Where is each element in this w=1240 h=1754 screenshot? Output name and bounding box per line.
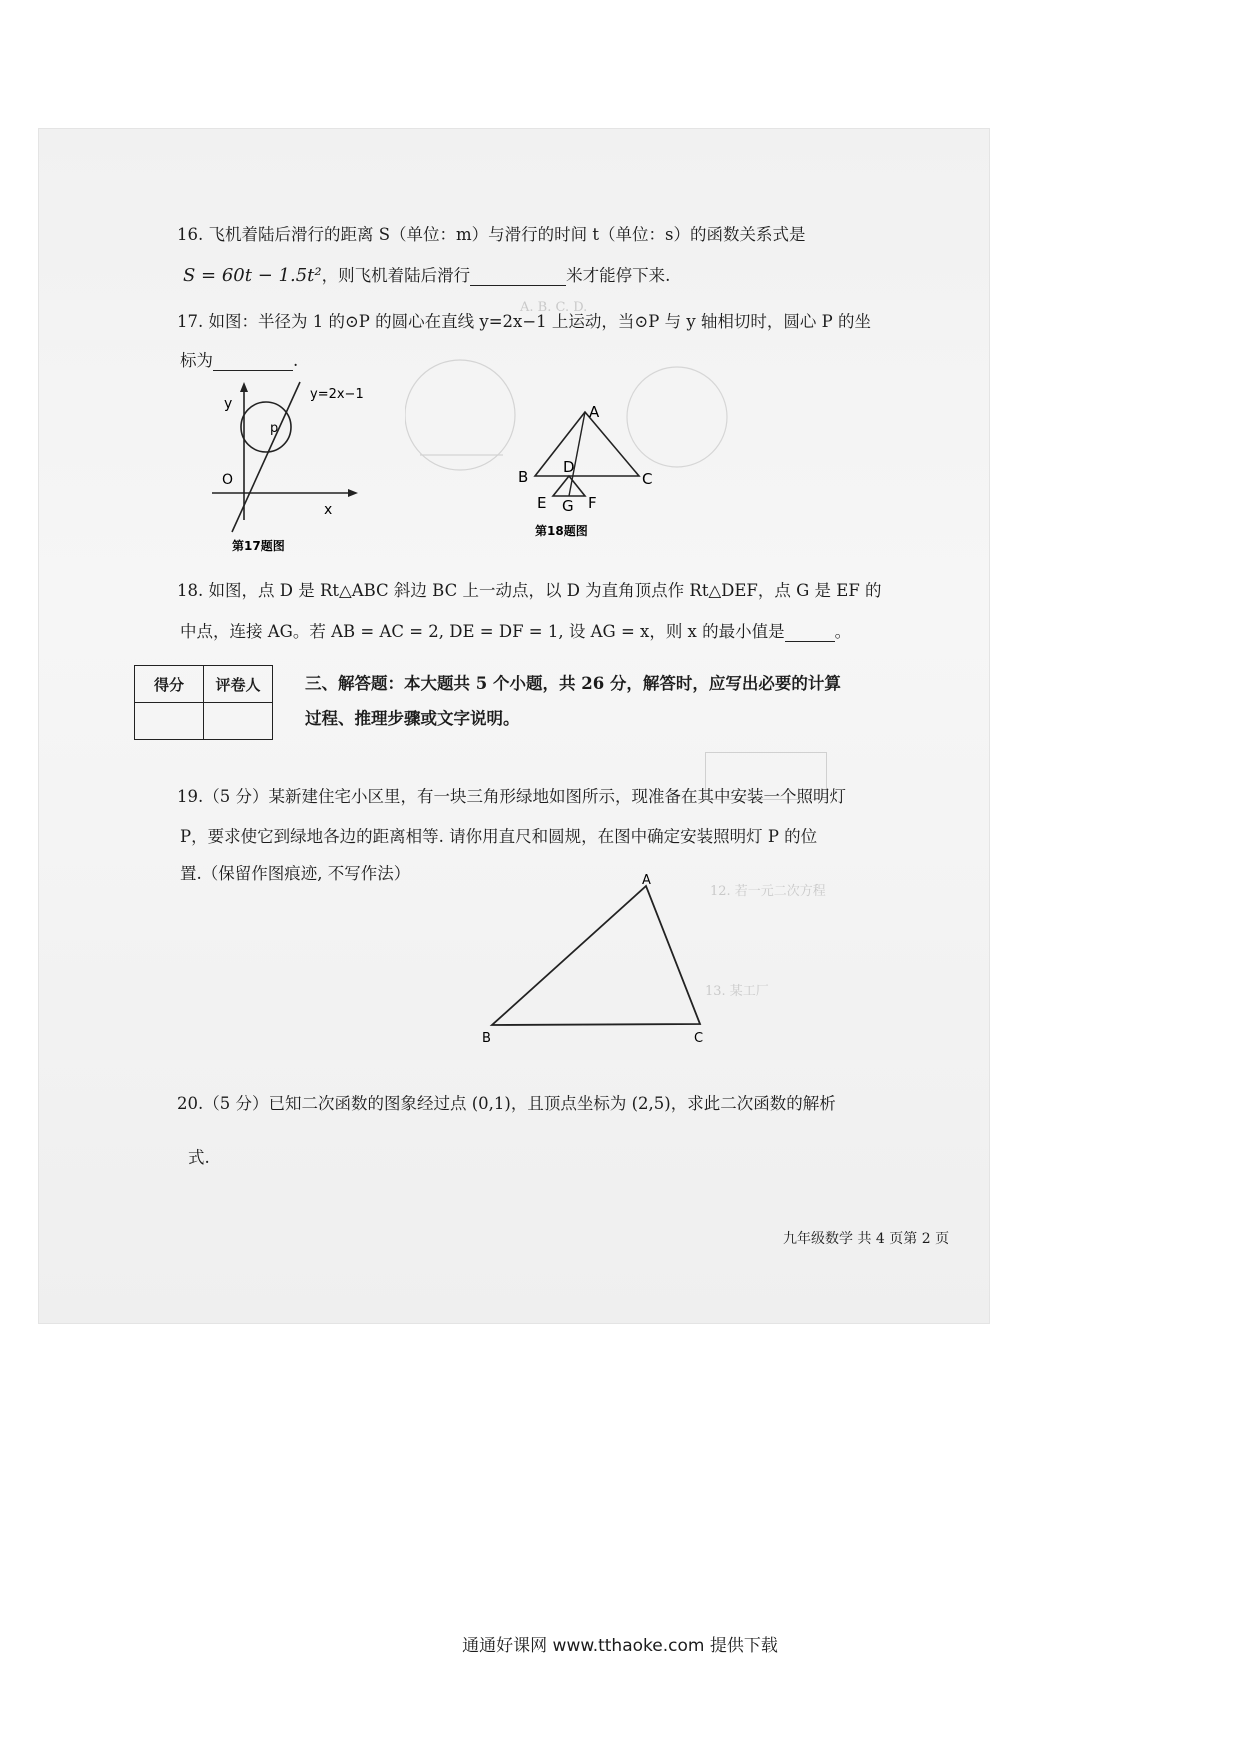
label-y: y: [224, 396, 233, 412]
label-g: G: [562, 497, 574, 515]
figure-17-caption: 第17题图: [232, 539, 285, 553]
label-a: A: [642, 873, 651, 888]
question-18-text-end: 。: [834, 622, 852, 641]
label-e: E: [537, 494, 547, 512]
figure-17: [210, 380, 380, 555]
x-axis-arrow: [348, 489, 358, 497]
question-16-formula: S = 60t − 1.5t²: [183, 265, 322, 286]
circle-p: [241, 402, 291, 452]
line-label: y=2x−1: [310, 387, 364, 402]
bleed-through-text: A. B. C. D.: [520, 300, 588, 315]
segment-ag: [569, 412, 585, 496]
question-20-line-2: 式.: [188, 1148, 210, 1167]
bleed-through-text: 12. 若一元二次方程: [710, 884, 826, 899]
y-axis-arrow: [240, 382, 248, 392]
section-3-heading: 三、解答题：本大题共 5 个小题，共 26 分，解答时，应写出必要的计算: [305, 674, 841, 693]
question-19-line-2: P，要求使它到绿地各边的距离相等. 请你用直尺和圆规，在图中确定安装照明灯 P 的位: [180, 827, 818, 846]
label-a: A: [589, 403, 600, 421]
triangle-green-space: [492, 886, 700, 1025]
figure-18: [515, 400, 690, 542]
question-18-line-2: [180, 624, 851, 642]
line-y-2x-1: [232, 382, 300, 532]
question-17-line-1: 17. 如图：半径为 1 的⊙P 的圆心在直线 y=2x−1 上运动，当⊙P 与 y 轴相切时，圆心 P 的坐: [177, 312, 871, 331]
grader-cell[interactable]: [204, 703, 273, 740]
question-18-line-1: 18. 如图，点 D 是 Rt△ABC 斜边 BC 上一动点，以 D 为直角顶点作 Rt△DEF，点 G 是 EF 的: [177, 581, 882, 600]
question-16-text: ，则飞机着陆后滑行: [321, 266, 471, 285]
page-number: 九年级数学 共 4 页第 2 页: [783, 1231, 950, 1247]
question-16-line-2: [183, 267, 670, 286]
label-c: C: [694, 1031, 704, 1046]
label-origin: O: [222, 472, 234, 488]
question-20-line-1: 20.（5 分）已知二次函数的图象经过点 (0,1)，且顶点坐标为 (2,5)，求此二次函数的解析: [177, 1094, 836, 1113]
label-f: F: [588, 494, 597, 512]
score-header: 得分: [135, 666, 204, 703]
label-b: B: [518, 468, 529, 486]
question-19-line-1: 19.（5 分）某新建住宅小区里，有一块三角形绿地如图所示，现准备在其中安装一个照明灯: [177, 787, 846, 806]
question-16-line-1: 16. 飞机着陆后滑行的距离 S（单位：m）与滑行的时间 t（单位：s）的函数关系式是: [177, 225, 806, 244]
score-cell[interactable]: [135, 703, 204, 740]
figure-18-caption: 第18题图: [535, 524, 588, 538]
question-16-text-end: 米才能停下来.: [566, 266, 671, 285]
question-16-answer-blank[interactable]: [470, 268, 566, 286]
question-17-text: 标为: [180, 351, 213, 370]
label-p: p: [270, 421, 279, 436]
score-table: [134, 665, 273, 740]
label-b: B: [482, 1031, 491, 1046]
grader-header: 评卷人: [204, 666, 273, 703]
question-17-answer-blank[interactable]: [213, 353, 293, 371]
label-x: x: [324, 502, 333, 518]
download-credit: 通通好课网 www.tthaoke.com 提供下载: [462, 1636, 778, 1656]
question-19-line-3: 置.（保留作图痕迹, 不写作法）: [180, 864, 411, 883]
question-18-text: 中点，连接 AG。若 AB = AC = 2, DE = DF = 1, 设 AG = x，则 x 的最小值是: [180, 622, 785, 641]
section-3-subheading: 过程、推理步骤或文字说明。: [305, 709, 520, 728]
label-d: D: [563, 458, 575, 476]
triangle-abc: [535, 412, 639, 476]
figure-19: [480, 870, 720, 1055]
label-c: C: [642, 470, 653, 488]
question-18-answer-blank[interactable]: [785, 624, 835, 642]
question-17-text-end: .: [293, 351, 299, 370]
question-17-line-2: [180, 353, 298, 371]
bleed-through-text: 13. 某工厂: [705, 984, 769, 999]
